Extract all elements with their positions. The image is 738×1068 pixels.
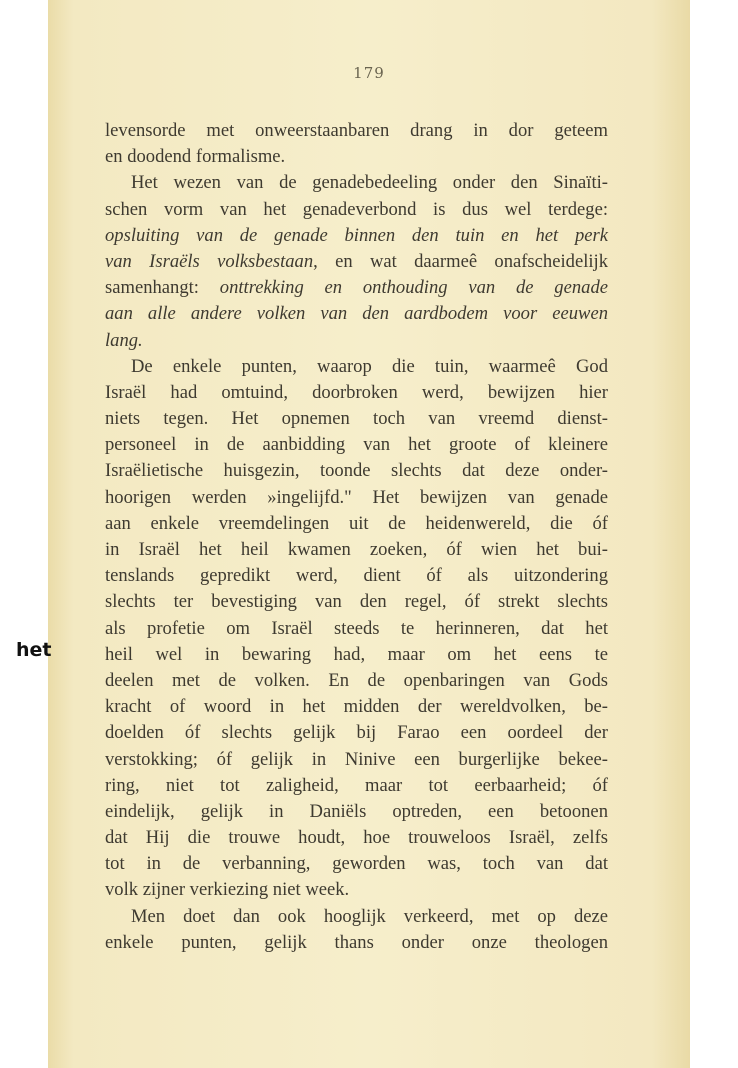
body-text — [105, 118, 608, 956]
text-line: doelden óf slechts gelijk bij Farao een oordeel der — [105, 722, 608, 744]
text-line: en doodend formalisme. — [105, 146, 286, 168]
text-line: aan enkele vreemdelingen uit de heidenwereld, die óf — [105, 512, 608, 534]
text-line: lang. — [105, 329, 143, 351]
text-line — [105, 275, 608, 301]
text-line: dat Hij die trouwe houdt, hoe trouweloos Israël, zelfs — [105, 827, 608, 849]
text-line: kracht of woord in het midden der wereldvolken, be- — [105, 696, 608, 718]
text-line: opsluiting van de genade binnen den tuin en het perk — [105, 224, 608, 246]
text-line: volk zijner verkiezing niet week. — [105, 879, 350, 901]
text-line: in Israël het heil kwamen zoeken, óf wien het bui- — [105, 539, 608, 560]
text-line: aan alle andere volken van den aardbodem voor eeuwen — [105, 303, 608, 325]
text-line: tenslands gepredikt werd, dient óf als uitzondering — [105, 565, 608, 587]
text-line: deelen met de volken. En de openbaringen van Gods — [105, 669, 608, 691]
italic-run: onttrekking en onthouding van de genade — [219, 277, 608, 299]
text-line: ring, niet tot zaligheid, maar tot eerbaarheid; óf — [105, 774, 608, 796]
text-line: Israël had omtuind, doorbroken werd, bewijzen hier — [105, 381, 608, 403]
text-line: levensorde met onweerstaanbaren drang in dor geteem — [105, 120, 608, 141]
text-run: samenhangt: — [105, 277, 199, 299]
text-line: verstokking; óf gelijk in Ninive een burgerlijke bekee- — [105, 748, 608, 770]
text-line: tot in de verbanning, geworden was, toch van dat — [105, 853, 608, 875]
margin-annotation: het — [16, 639, 52, 661]
page-number: 179 — [353, 64, 385, 82]
text-line: als profetie om Israël steeds te herinneren, dat het — [105, 617, 608, 639]
text-line — [105, 249, 608, 275]
text-run: , en wat daarmeê onafscheidelijk — [313, 250, 608, 272]
text-line: enkele punten, gelijk thans onder onze theologen — [105, 931, 608, 953]
text-line: personeel in de aanbidding van het groote of kleinere — [105, 434, 608, 456]
text-line: Het wezen van de genadebedeeling onder den Sinaïti- — [131, 172, 608, 194]
text-line: slechts ter bevestiging van den regel, óf strekt slechts — [105, 591, 608, 613]
italic-run: van Israëls volksbestaan — [105, 250, 314, 272]
text-line: niets tegen. Het opnemen toch van vreemd dienst- — [105, 408, 608, 430]
text-line: hoorigen werden »ingelijfd." Het bewijzen van genade — [105, 486, 608, 508]
text-line: schen vorm van het genadeverbond is dus wel terdege: — [105, 198, 608, 220]
text-line: Israëlietische huisgezin, toonde slechts dat deze onder- — [105, 460, 608, 482]
text-line: Men doet dan ook hooglijk verkeerd, met op deze — [131, 905, 608, 927]
text-line: De enkele punten, waarop die tuin, waarmeê God — [131, 355, 608, 377]
book-page — [48, 0, 690, 1068]
text-line: eindelijk, gelijk in Daniëls optreden, een betoonen — [105, 800, 608, 822]
text-line: heil wel in bewaring had, maar om het eens te — [105, 643, 608, 665]
